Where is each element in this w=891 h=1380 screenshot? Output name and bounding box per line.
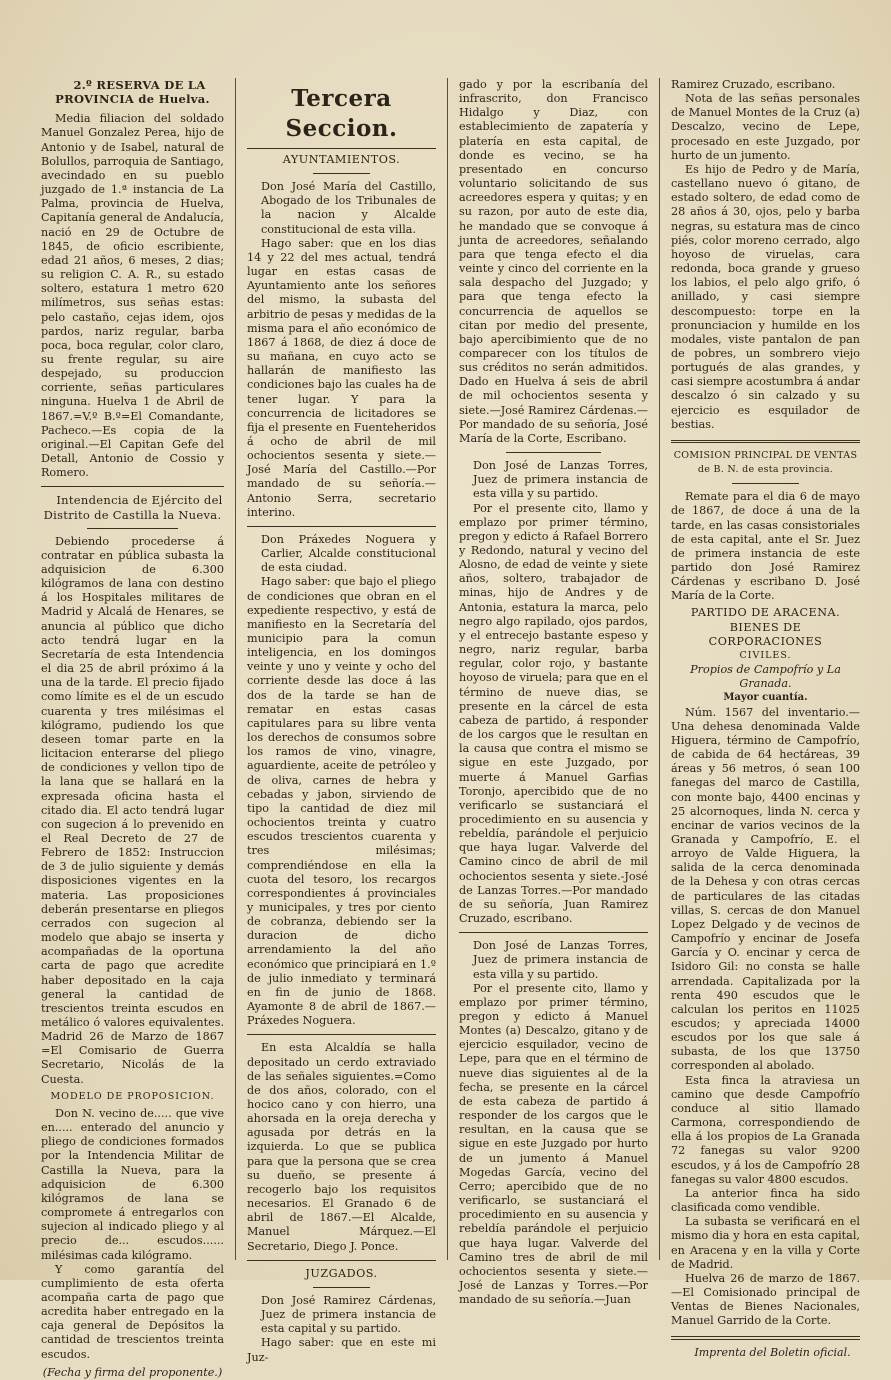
cerdo-paragraph: En esta Alcaldía se halla depositado un cerdo extraviado de las señales siguientes.=Como de dos años, colorado, con el hocico cano y con hierro, una ahorsada en la oreja derecha y agusada por detrás en la izquierda. Lo que se publica para que la persona que se crea su dueño, se presente á recogerlo bajo los requisitos necesarios. El Granado 6 de abril de 1867.—El Alcalde, Manuel Márquez.—El Secretario, Diego J. Ponce. xyxy=(247,1041,436,1253)
senas-paragraph: Es hijo de Pedro y de María, castellano nuevo ó gitano, de estado soltero, de edad como de 28 años á 30, ojos, pelo y barba negras, su estatura mas de cinco piés, color moreno cerrado, algo hoyoso de viruelas, cara redonda, boca grande y grueso los labios, el pelo algo grifo, ó anillado, y casi siempre descompuesto: torpe en la pronunciacion y humilde en los modales, viste pantalon de pan de pobres, un sombrero viejo portugués de alas grandes, y casi siempre acostumbra á andar descalzo ó sin calzado y su ejercicio es esquilador de bestias. xyxy=(671,162,860,431)
section-title: Tercera Seccion. xyxy=(285,85,398,142)
column-3 xyxy=(447,78,659,1307)
imprenta: Imprenta del Boletin oficial. xyxy=(694,1346,851,1360)
column-4 xyxy=(659,78,871,1360)
divider xyxy=(41,486,224,487)
montes-paragraph: Por el presente cito, llamo y emplazo por primer término, pregon y edicto á Manuel Montes (a) Descalzo, gitano y de ejercicio esquilador, vecino de Lepe, para que en el término de nueve dias siguientes al de la fecha, se presente en la cárcel de esta cabeza de partido á responder de los cargos que le resultan, en la causa que se sigue en este Juzgado por hurto de un jumento á Manuel Mogedas García, vecino del Cerro; apercibido que de no verificarlo, se sustanciará el procedimiento en su ausencia y rebeldía parándole el perjuicio que haya lugar. Valverde del Camino tres de abril de mil ochocientos sesenta y siete.—José de Lanzas y Torres.—Por mandado de su señoría.—Juan xyxy=(459,981,648,1307)
camino-paragraph: Esta finca la atraviesa un camino que desde Campofrío conduce al sitio llamado Carmona, correspondiendo de ella á los propios de La Granada 72 fanegas su valor 9200 escudos, y á los de Campofrío 28 fanegas su valor 4800 escudos. xyxy=(671,1073,860,1186)
divider xyxy=(247,526,436,527)
bienes-heading: BIENES DE CORPORACIONES xyxy=(708,620,823,648)
partido-heading: PARTIDO DE ARACENA. xyxy=(690,606,841,620)
dehesa-paragraph: Núm. 1567 del inventario.—Una dehesa denominada Valde Higuera, término de Campofrío, de cabida de 64 hectáreas, 39 áreas y 56 metros, ó sean 100 fanegas del marco de Castilla, con monte bajo, 4400 encinas y 25 alcornoques, linda N. cerca y encinar de varios vecinos de la Granada y Campofrío, E. el arroyo de Valde Higuera, la salida de la cerca denominada de la Dehesa y con otras cercas de particulares de las citadas villas, S. cercas de don Manuel Lopez Delgado y de vecinos de Campofrío y encinar de Josefa García y O. encinar y cerca de Isidoro Gil: no consta se halle arrendada. Capitalizada por la renta 490 escudos que le calculan los peritos en 11025 escudos; y apreciada 14000 escudos por los que sale á subasta, de los que 13750 corresponden al abolado. xyxy=(671,705,860,1073)
remate-paragraph: Remate para el dia 6 de mayo de 1867, de doce á una de la tarde, en las casas consistoriales de esta capital, ante el Sr. Juez de primera instancia de este partido don José Ramirez Cárdenas y escribano D. José María de la Corte. xyxy=(671,490,860,603)
column-2 xyxy=(235,78,447,1364)
castillo-heading: Don José María del Castillo, Abogado de los Tribunales de la nacion y Alcalde constitucional de esta villa. xyxy=(261,180,436,236)
column-1 xyxy=(30,78,235,1379)
civiles-heading: CIVILES. xyxy=(739,649,792,661)
footer-divider xyxy=(671,1336,860,1340)
double-divider xyxy=(671,440,860,443)
ramirez-heading-block xyxy=(247,1294,436,1336)
nota-paragraph: Nota de las señas personales de Manuel Montes de la Cruz (a) Descalzo, vecino de Lepe, procesado en este Juzgado, por hurto de un jumento. xyxy=(671,92,860,162)
intendencia-paragraph: Debiendo procederse á contratar en pública subasta la adquisicion de 6.300 kilógramos de lana con destino á los Hospitales militares de Madrid y Alcalá de Henares, se anuncia al público que dicho acto tendrá lugar en la Secretaría de esta Intendencia el dia 25 de abril próximo á la una de la tarde. El precio fijado como límite es el de un escudo cuarenta y tres milésimas el kilógramo, pudiendo los que deseen tomar parte en la licitacion enterarse del pliego de condiciones y vellon tipo de la lana que se hallará en la expresada oficina hasta el citado dia. El acto tendrá lugar con sugecion á lo prevenido en el Real Decreto de 27 de Febrero de 1852: Instruccion de 3 de julio siguiente y demás disposiciones vigentes en la materia. Las proposiciones deberán presentarse en pliegos cerrados con sugecion al modelo que abajo se inserta y acompañadas de la oportuna carta de pago que acredite haber depositado en la caja general la cantidad de trescientos treinta escudos en metálico ó valores equivalentes. Madrid 26 de Marzo de 1867 =El Comisario de Guerra Secretario, Nicolás de la Cuesta. xyxy=(41,534,224,1086)
ramirez-paragraph-start: Hago saber: que en este mi Juz- xyxy=(247,1336,436,1364)
ayuntamientos-heading: AYUNTAMIENTOS. xyxy=(282,153,401,166)
juzgados-heading: JUZGADOS. xyxy=(305,1266,378,1280)
reserva-heading: 2.º RESERVA DE LA PROVINCIA de Huelva. xyxy=(55,78,210,107)
castillo-paragraph: Hago saber: que en los dias 14 y 22 del mes actual, tendrá lugar en estas casas de Ayuntamiento ante los señores del mismo, la subasta del arbitrio de pesas y medidas de la misma para el año económico de 1867 á 1868, de diez á doce de su mañana, en cuyo acto se hallarán de manifiesto las condiciones bajo las cuales ha de tener lugar. Y para la concurrencia de licitadores se fija el presente en Fuenteheridos á ocho de abril de mil ochocientos sesenta y siete.—José María del Castillo.—Por mandado de su señoría.—Antonio Serra, secretario interino. xyxy=(247,236,436,519)
propios-heading: Propios de Campofrío y La Granada. xyxy=(690,663,841,691)
columns xyxy=(30,78,871,1379)
noguera-heading-block xyxy=(247,533,436,575)
divider-short xyxy=(313,173,370,174)
garantia-paragraph: Y como garantía del cumplimiento de esta oferta acompaña carta de pago que acredita haber entregado en la caja general de Depósitos la cantidad de trescientos treinta escudos. xyxy=(41,1262,224,1361)
noguera-paragraph: Hago saber: que bajo el pliego de condiciones que obran en el expediente respectivo, y está de manifiesto en la Secretaría del municipio para la comun inteligencia, en los domingos veinte y uno y veinte y ocho del corriente desde las doce á las dos de la tarde se han de rematar en estas casas capitulares para su libre venta los derechos de consumos sobre los ramos de vino, vinagre, aguardiente, aceite de petróleo y de oliva, carnes de hebra y cebadas y jabon, sirviendo de tipo la cantidad de diez mil ochocientos treinta y cuatro escudos trescientos cuarenta y tres milésimas; comprendiéndose en ella la cuota del tesoro, los recargos correspondientes á provinciales y municipales, y tres por ciento de cobranza, debiendo ser la duracion de dicho arrendamiento la del año económico que principiará en 1.º de julio inmediato y terminará en fin de junio de 1868. Ayamonte 8 de abril de 1867.—Práxedes Noguera. xyxy=(247,575,436,1028)
fecha-firma: (Fecha y firma del proponente.) xyxy=(42,1365,223,1379)
filiacion-paragraph: Media filiacion del soldado Manuel Gonzalez Perea, hijo de Antonio y de Isabel, natural de Bolullos, parroquia de Santiago, avecindado en su pueblo juzgado de 1.ª instancia de La Palma, provincia de Huelva, Capitanía general de Andalucía, nació en 29 de Octubre de 1845, de oficio escribiente, edad 21 años, 6 meses, 2 dias; su religion C. A. R., su estado soltero, estatura 1 metro 620 milímetros, sus señas estas: pelo castaño, cejas idem, ojos pardos, nariz regular, barba poca, boca regular, color claro, su frente regular, su aire despejado, su produccion corriente, señas particulares ninguna. Huelva 1 de Abril de 1867.=V.º B.º=El Comandante, Pacheco.—Es copia de la original.—El Capitan Gefe del Detall, Antonio de Cossio y Romero. xyxy=(41,112,224,480)
lanzas-heading-1: Don José de Lanzas Torres, Juez de primera instancia de esta villa y su partido. xyxy=(473,459,648,501)
castillo-heading-block xyxy=(247,180,436,237)
divider-short xyxy=(313,1287,370,1288)
ramirez-heading: Don José Ramirez Cárdenas, Juez de primera instancia de esta capital y su partido. xyxy=(261,1293,436,1336)
lanzas-heading-2: Don José de Lanzas Torres, Juez de primera instancia de esta villa y su partido. xyxy=(473,939,648,981)
divider xyxy=(459,932,648,933)
lanzas-heading-block-2 xyxy=(459,939,648,981)
noguera-heading: Don Práxedes Noguera y Carlier, Alcalde constitucional de esta ciudad. xyxy=(261,532,436,575)
divider-short xyxy=(506,452,601,453)
ramirez-paragraph-cont: gado y por la escribanía del infrascrito, don Francisco Hidalgo y Diaz, con establecimiento de zapatería y platería en esta capital, de donde es vecino, se ha presentado en concurso voluntario solicitando de sus acreedores espera y quitas; y en su razon, por auto de este dia, he mandado que se convoque á junta de acreedores, señalando para que tenga efecto el dia veinte y cinco del corriente en la sala despacho del Juzgado; y para que tenga efecto la concurrencia de aquellos se citan por medio del presente, bajo apercibimiento que de no comparecer con los títulos de sus créditos no serán admitidos. Dado en Huelva á seis de abril de mil ochocientos sesenta y siete.—José Ramirez Cárdenas.—Por mandado de su señoría, José María de la Corte, Escribano. xyxy=(459,78,648,445)
comision-heading: COMISION PRINCIPAL DE VENTAS de B. N. de esta provincia. xyxy=(673,449,858,476)
divider-short xyxy=(87,528,179,529)
lanzas-heading-block-1 xyxy=(459,459,648,501)
divider xyxy=(247,1260,436,1261)
modelo-heading: MODELO DE PROPOSICION. xyxy=(50,1090,215,1102)
divider-short xyxy=(732,483,798,484)
borrero-paragraph: Por el presente cito, llamo y emplazo por primer término, pregon y edicto á Rafael Borrero y Redondo, natural y vecino del Alosno, de edad de veinte y siete años, soltero, trabajador de minas, hijo de Andres y de Antonia, estatura la marca, pelo negro algo rapilado, ojos pardos, y el entrecejo bastante espeso y negro, nariz regular, barba regular, color rojo, y bastante hoyoso de viruela; para que en el término de nueve dias, se presente en la cárcel de esta cabeza de partido, á responder de los cargos que le resultan en la causa que contra el mismo se sigue en este Juzgado, por muerte á Manuel Garfias Toronjo, apercibido que de no verificarlo se sustanciará el procedimiento en su ausencia y rebeldía, parándole el perjuicio que haya lugar. Valverde del Camino cinco de abril de mil ochocientos sesenta y siete.-José de Lanzas Torres.—Por mandado de su señoría, Juan Ramirez Cruzado, escribano. xyxy=(459,501,648,926)
clasificada-paragraph: La anterior finca ha sido clasificada como vendible. xyxy=(671,1186,860,1215)
intendencia-heading: Intendencia de Ejército del Distrito de Castilla la Nueva. xyxy=(43,493,223,522)
huelva-signature-paragraph: Huelva 26 de marzo de 1867.—El Comisionado principal de Ventas de Bienes Nacionales, Manuel Garrido de la Corte. xyxy=(671,1271,860,1328)
divider xyxy=(247,148,436,149)
mayor-cuantia-heading: Mayor cuantía. xyxy=(723,692,808,704)
divider xyxy=(247,1034,436,1035)
modelo-paragraph: Don N. vecino de..... que vive en..... enterado del anuncio y pliego de condiciones formados por la Intendencia Militar de Castilla la Nueva, para la adquisicion de 6.300 kilógramos de lana se compromete á entregarlos con sujecion al indicado pliego y al precio de... escudos...... milésimas cada kilógramo. xyxy=(41,1106,224,1262)
reserva-heading-block xyxy=(41,78,224,106)
montes-paragraph-cont: Ramirez Cruzado, escribano. xyxy=(671,78,836,91)
subasta-paragraph: La subasta se verificará en el mismo dia y hora en esta capital, en Aracena y en la villa y Corte de Madrid. xyxy=(671,1215,860,1271)
